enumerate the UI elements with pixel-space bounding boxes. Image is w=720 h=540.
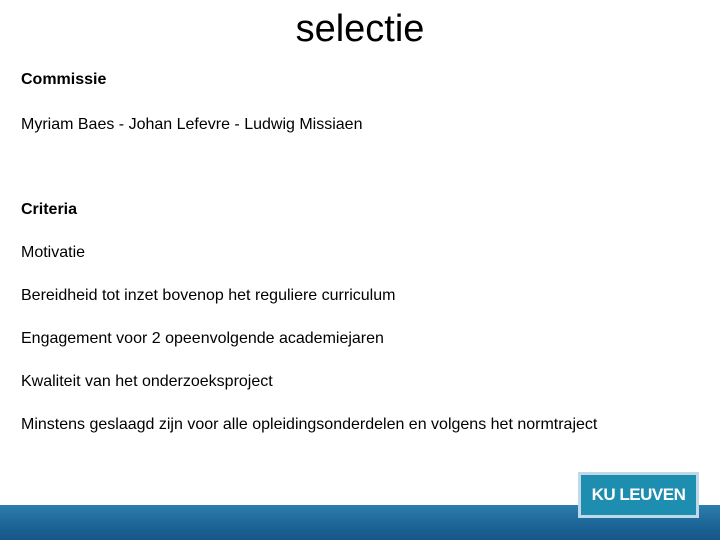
- criteria-item-motivatie: Motivatie: [21, 244, 86, 261]
- criteria-item-engagement: Engagement voor 2 opeenvolgende academiejaren: [21, 330, 384, 347]
- ku-leuven-logo: [578, 472, 699, 518]
- criteria-heading: Criteria: [21, 201, 78, 218]
- commissie-heading: Commissie: [21, 71, 107, 88]
- logo-text: KU LEUVEN: [591, 485, 686, 504]
- criteria-item-kwaliteit: Kwaliteit van het onderzoeksproject: [21, 373, 273, 390]
- criteria-item-bereidheid: Bereidheid tot inzet bovenop het reguliere curriculum: [21, 287, 396, 304]
- slide-title: selectie: [295, 8, 425, 50]
- commissie-members: Myriam Baes - Johan Lefevre - Ludwig Missiaen: [21, 116, 363, 133]
- criteria-item-geslaagd: Minstens geslaagd zijn voor alle opleidingsonderdelen en volgens het normtraject: [21, 416, 598, 433]
